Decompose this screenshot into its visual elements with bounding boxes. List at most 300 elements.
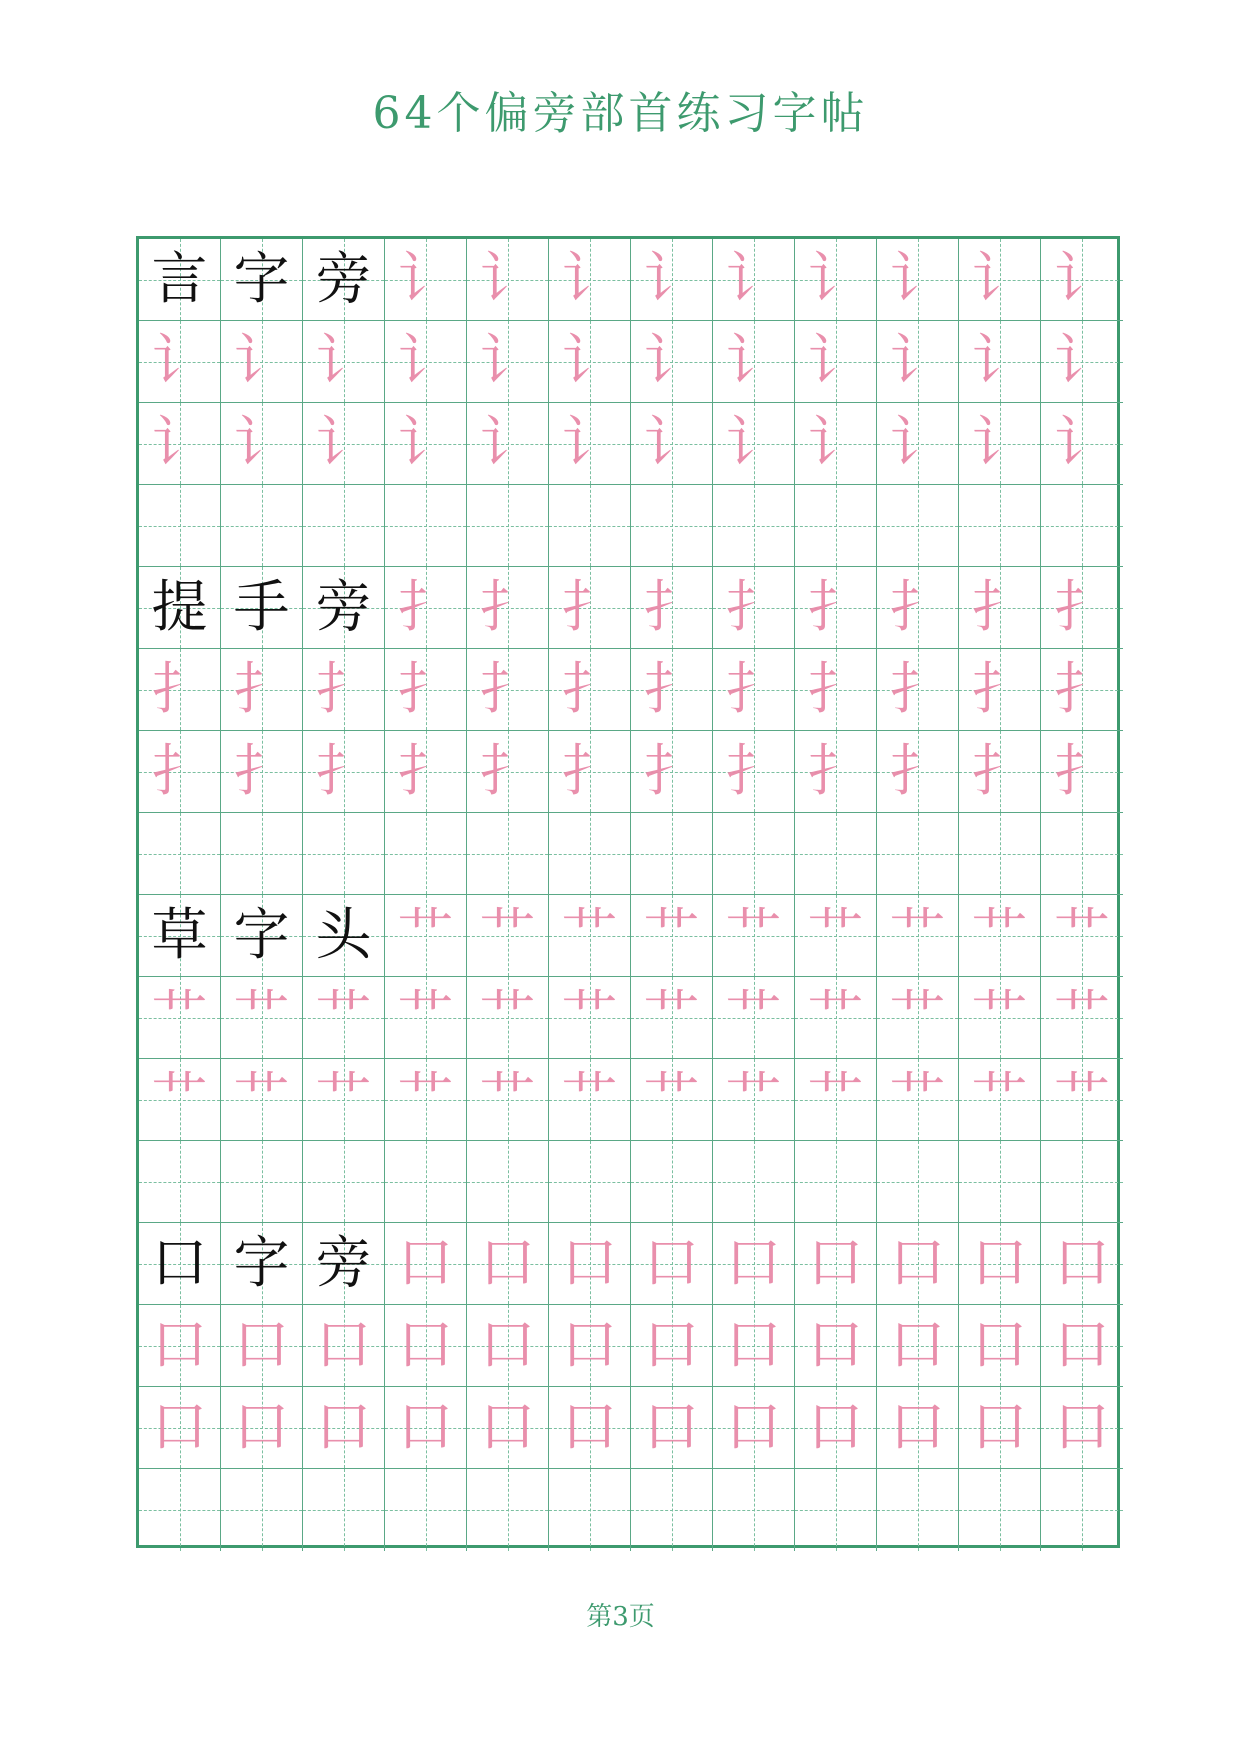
radical-block bbox=[139, 567, 1117, 895]
trace-radical: 讠 bbox=[971, 328, 1028, 394]
grid-cell bbox=[1041, 1387, 1123, 1469]
grid-cell bbox=[1041, 977, 1123, 1059]
trace-radical: 扌 bbox=[807, 574, 864, 640]
trace-radical: 艹 bbox=[151, 984, 208, 1050]
grid-cell bbox=[549, 485, 631, 567]
grid-cell bbox=[959, 1223, 1041, 1305]
heading-char: 字 bbox=[233, 246, 290, 312]
trace-radical: 扌 bbox=[151, 738, 208, 804]
trace-radical: 扌 bbox=[725, 574, 782, 640]
grid-cell bbox=[959, 567, 1041, 649]
grid-cell bbox=[303, 567, 385, 649]
trace-radical: 艹 bbox=[397, 984, 454, 1050]
trace-radical: 艹 bbox=[1054, 984, 1110, 1050]
trace-radical: 口 bbox=[151, 1394, 208, 1460]
trace-radical: 口 bbox=[397, 1394, 454, 1460]
grid-cell bbox=[877, 485, 959, 567]
grid-cell bbox=[713, 1469, 795, 1551]
grid-cell bbox=[221, 731, 303, 813]
grid-cell bbox=[713, 239, 795, 321]
trace-radical: 讠 bbox=[397, 328, 454, 394]
grid-cell bbox=[221, 403, 303, 485]
grid-cell bbox=[795, 895, 877, 977]
grid-cell bbox=[549, 321, 631, 403]
grid-cell bbox=[385, 485, 467, 567]
grid-cell bbox=[713, 485, 795, 567]
grid-cell bbox=[795, 403, 877, 485]
grid-cell bbox=[631, 731, 713, 813]
grid-cell bbox=[795, 239, 877, 321]
trace-radical: 讠 bbox=[971, 410, 1028, 476]
grid-cell bbox=[795, 1059, 877, 1141]
grid-cell bbox=[303, 813, 385, 895]
trace-radical: 艹 bbox=[971, 984, 1028, 1050]
grid-cell bbox=[959, 1305, 1041, 1387]
grid-cell bbox=[631, 321, 713, 403]
grid-cell bbox=[467, 731, 549, 813]
trace-radical: 讠 bbox=[643, 246, 700, 312]
trace-radical: 讠 bbox=[233, 410, 290, 476]
practice-row bbox=[139, 895, 1117, 977]
trace-radical: 讠 bbox=[725, 410, 782, 476]
practice-grid bbox=[136, 236, 1120, 1548]
grid-cell bbox=[1041, 895, 1123, 977]
trace-radical: 口 bbox=[233, 1312, 290, 1378]
trace-radical: 口 bbox=[643, 1230, 700, 1296]
grid-cell bbox=[139, 977, 221, 1059]
grid-cell bbox=[713, 1387, 795, 1469]
practice-row bbox=[139, 403, 1117, 485]
grid-cell bbox=[385, 239, 467, 321]
grid-cell bbox=[631, 239, 713, 321]
grid-cell bbox=[303, 649, 385, 731]
grid-cell bbox=[385, 1141, 467, 1223]
grid-cell bbox=[221, 1469, 303, 1551]
trace-radical: 讠 bbox=[889, 246, 946, 312]
practice-row bbox=[139, 1387, 1117, 1469]
grid-cell bbox=[1041, 239, 1123, 321]
trace-radical: 扌 bbox=[889, 656, 946, 722]
grid-cell bbox=[139, 1059, 221, 1141]
trace-radical: 扌 bbox=[561, 738, 618, 804]
trace-radical: 讠 bbox=[561, 246, 618, 312]
trace-radical: 扌 bbox=[233, 738, 290, 804]
grid-cell bbox=[877, 977, 959, 1059]
grid-cell bbox=[713, 895, 795, 977]
grid-cell bbox=[1041, 567, 1123, 649]
trace-radical: 口 bbox=[561, 1394, 618, 1460]
grid-cell bbox=[467, 1305, 549, 1387]
practice-row bbox=[139, 321, 1117, 403]
grid-cell bbox=[877, 813, 959, 895]
grid-cell bbox=[139, 239, 221, 321]
trace-radical: 扌 bbox=[479, 656, 536, 722]
trace-radical: 艹 bbox=[889, 1066, 946, 1132]
grid-cell bbox=[549, 1059, 631, 1141]
trace-radical: 艹 bbox=[807, 1066, 864, 1132]
trace-radical: 口 bbox=[725, 1312, 782, 1378]
grid-cell bbox=[959, 403, 1041, 485]
grid-cell bbox=[303, 1223, 385, 1305]
heading-char: 旁 bbox=[315, 246, 372, 312]
trace-radical: 扌 bbox=[233, 656, 290, 722]
grid-cell bbox=[959, 1469, 1041, 1551]
trace-radical: 扌 bbox=[643, 738, 700, 804]
trace-radical: 扌 bbox=[807, 656, 864, 722]
grid-cell bbox=[221, 485, 303, 567]
heading-char: 提 bbox=[151, 574, 208, 640]
heading-char: 字 bbox=[233, 902, 290, 968]
grid-cell bbox=[221, 1223, 303, 1305]
trace-radical: 艹 bbox=[807, 902, 864, 968]
trace-radical: 讠 bbox=[315, 410, 372, 476]
grid-cell bbox=[631, 1059, 713, 1141]
grid-cell bbox=[385, 977, 467, 1059]
grid-cell bbox=[549, 1387, 631, 1469]
trace-radical: 艹 bbox=[561, 1066, 618, 1132]
trace-radical: 艹 bbox=[725, 902, 782, 968]
grid-cell bbox=[303, 1059, 385, 1141]
trace-radical: 扌 bbox=[479, 574, 536, 640]
grid-cell bbox=[221, 1387, 303, 1469]
grid-cell bbox=[139, 813, 221, 895]
grid-cell bbox=[303, 403, 385, 485]
grid-cell bbox=[959, 895, 1041, 977]
heading-char: 字 bbox=[233, 1230, 290, 1296]
grid-cell bbox=[795, 321, 877, 403]
grid-cell bbox=[139, 1223, 221, 1305]
trace-radical: 扌 bbox=[1054, 738, 1110, 804]
trace-radical: 扌 bbox=[479, 738, 536, 804]
heading-char: 手 bbox=[233, 574, 290, 640]
trace-radical: 扌 bbox=[315, 738, 372, 804]
trace-radical: 口 bbox=[971, 1230, 1028, 1296]
grid-cell bbox=[877, 567, 959, 649]
blank-practice-row bbox=[139, 1469, 1117, 1551]
grid-cell bbox=[303, 1305, 385, 1387]
grid-cell bbox=[959, 977, 1041, 1059]
trace-radical: 艹 bbox=[315, 984, 372, 1050]
grid-cell bbox=[959, 1141, 1041, 1223]
trace-radical: 扌 bbox=[725, 656, 782, 722]
grid-cell bbox=[631, 485, 713, 567]
grid-cell bbox=[467, 403, 549, 485]
trace-radical: 扌 bbox=[643, 656, 700, 722]
trace-radical: 讠 bbox=[643, 410, 700, 476]
grid-cell bbox=[549, 1141, 631, 1223]
grid-cell bbox=[877, 1469, 959, 1551]
trace-radical: 讠 bbox=[479, 410, 536, 476]
grid-cell bbox=[631, 567, 713, 649]
grid-cell bbox=[1041, 1305, 1123, 1387]
trace-radical: 艹 bbox=[889, 902, 946, 968]
trace-radical: 艹 bbox=[479, 1066, 536, 1132]
grid-cell bbox=[713, 1141, 795, 1223]
grid-cell bbox=[959, 1387, 1041, 1469]
grid-cell bbox=[1041, 1059, 1123, 1141]
grid-cell bbox=[139, 485, 221, 567]
trace-radical: 口 bbox=[479, 1394, 536, 1460]
trace-radical: 讠 bbox=[561, 410, 618, 476]
trace-radical: 艹 bbox=[643, 1066, 700, 1132]
practice-row bbox=[139, 567, 1117, 649]
grid-cell bbox=[713, 1059, 795, 1141]
grid-cell bbox=[139, 731, 221, 813]
practice-row bbox=[139, 1223, 1117, 1305]
practice-row bbox=[139, 239, 1117, 321]
grid-cell bbox=[795, 649, 877, 731]
trace-radical: 讠 bbox=[151, 328, 208, 394]
trace-radical: 扌 bbox=[151, 656, 208, 722]
trace-radical: 口 bbox=[479, 1312, 536, 1378]
trace-radical: 艹 bbox=[233, 1066, 290, 1132]
trace-radical: 讠 bbox=[1054, 246, 1110, 312]
grid-cell bbox=[549, 813, 631, 895]
trace-radical: 讠 bbox=[397, 410, 454, 476]
grid-cell bbox=[467, 813, 549, 895]
grid-cell bbox=[549, 567, 631, 649]
trace-radical: 口 bbox=[151, 1312, 208, 1378]
grid-cell bbox=[467, 485, 549, 567]
grid-cell bbox=[631, 813, 713, 895]
grid-cell bbox=[467, 895, 549, 977]
grid-cell bbox=[795, 977, 877, 1059]
grid-cell bbox=[877, 239, 959, 321]
grid-cell bbox=[385, 895, 467, 977]
grid-cell bbox=[959, 321, 1041, 403]
grid-cell bbox=[221, 1305, 303, 1387]
grid-cell bbox=[713, 977, 795, 1059]
grid-cell bbox=[795, 567, 877, 649]
trace-radical: 口 bbox=[561, 1312, 618, 1378]
grid-cell bbox=[385, 813, 467, 895]
trace-radical: 扌 bbox=[971, 738, 1028, 804]
grid-cell bbox=[467, 567, 549, 649]
grid-cell bbox=[385, 321, 467, 403]
grid-cell bbox=[631, 1223, 713, 1305]
grid-cell bbox=[303, 1141, 385, 1223]
grid-cell bbox=[139, 321, 221, 403]
trace-radical: 讠 bbox=[807, 246, 864, 312]
trace-radical: 讠 bbox=[397, 246, 454, 312]
trace-radical: 口 bbox=[643, 1394, 700, 1460]
trace-radical: 艹 bbox=[233, 984, 290, 1050]
trace-radical: 讠 bbox=[807, 328, 864, 394]
grid-cell bbox=[385, 1387, 467, 1469]
trace-radical: 艹 bbox=[971, 1066, 1028, 1132]
grid-cell bbox=[467, 1387, 549, 1469]
blank-practice-row bbox=[139, 813, 1117, 895]
grid-cell bbox=[713, 731, 795, 813]
trace-radical: 扌 bbox=[971, 656, 1028, 722]
grid-cell bbox=[303, 1387, 385, 1469]
trace-radical: 扌 bbox=[971, 574, 1028, 640]
trace-radical: 艹 bbox=[643, 902, 700, 968]
grid-cell bbox=[549, 895, 631, 977]
grid-cell bbox=[631, 1305, 713, 1387]
trace-radical: 扌 bbox=[807, 738, 864, 804]
trace-radical: 讠 bbox=[1054, 328, 1110, 394]
trace-radical: 扌 bbox=[725, 738, 782, 804]
grid-cell bbox=[303, 321, 385, 403]
radical-block bbox=[139, 1223, 1117, 1551]
trace-radical: 扌 bbox=[889, 574, 946, 640]
trace-radical: 扌 bbox=[397, 574, 454, 640]
grid-cell bbox=[795, 1141, 877, 1223]
grid-cell bbox=[877, 1305, 959, 1387]
heading-char: 旁 bbox=[315, 574, 372, 640]
grid-cell bbox=[959, 649, 1041, 731]
grid-cell bbox=[631, 1469, 713, 1551]
grid-cell bbox=[221, 321, 303, 403]
grid-cell bbox=[877, 895, 959, 977]
grid-cell bbox=[1041, 813, 1123, 895]
grid-cell bbox=[385, 1223, 467, 1305]
grid-cell bbox=[713, 813, 795, 895]
trace-radical: 口 bbox=[889, 1312, 946, 1378]
grid-cell bbox=[1041, 1141, 1123, 1223]
practice-row bbox=[139, 1305, 1117, 1387]
grid-cell bbox=[467, 977, 549, 1059]
grid-cell bbox=[795, 1305, 877, 1387]
practice-row bbox=[139, 977, 1117, 1059]
trace-radical: 讠 bbox=[725, 328, 782, 394]
trace-radical: 扌 bbox=[1054, 656, 1110, 722]
trace-radical: 口 bbox=[889, 1230, 946, 1296]
trace-radical: 口 bbox=[807, 1230, 864, 1296]
grid-cell bbox=[549, 403, 631, 485]
grid-cell bbox=[303, 977, 385, 1059]
trace-radical: 口 bbox=[561, 1230, 618, 1296]
practice-row bbox=[139, 1059, 1117, 1141]
grid-cell bbox=[385, 403, 467, 485]
grid-cell bbox=[467, 649, 549, 731]
grid-cell bbox=[713, 649, 795, 731]
grid-cell bbox=[631, 403, 713, 485]
grid-cell bbox=[1041, 1223, 1123, 1305]
grid-cell bbox=[139, 403, 221, 485]
grid-cell bbox=[385, 731, 467, 813]
grid-cell bbox=[139, 567, 221, 649]
grid-cell bbox=[467, 1469, 549, 1551]
grid-cell bbox=[877, 1387, 959, 1469]
grid-cell bbox=[795, 1223, 877, 1305]
trace-radical: 扌 bbox=[643, 574, 700, 640]
page-title: 64个偏旁部首练习字帖 bbox=[372, 88, 869, 139]
trace-radical: 艹 bbox=[725, 1066, 782, 1132]
blank-practice-row bbox=[139, 1141, 1117, 1223]
trace-radical: 讠 bbox=[889, 328, 946, 394]
grid-cell bbox=[1041, 649, 1123, 731]
trace-radical: 讠 bbox=[807, 410, 864, 476]
radical-block bbox=[139, 895, 1117, 1223]
trace-radical: 讠 bbox=[643, 328, 700, 394]
grid-cell bbox=[877, 1223, 959, 1305]
trace-radical: 口 bbox=[1054, 1312, 1110, 1378]
trace-radical: 艹 bbox=[1054, 1066, 1110, 1132]
trace-radical: 讠 bbox=[315, 328, 372, 394]
grid-cell bbox=[549, 1223, 631, 1305]
grid-cell bbox=[221, 649, 303, 731]
grid-cell bbox=[385, 1469, 467, 1551]
grid-cell bbox=[467, 239, 549, 321]
grid-cell bbox=[221, 1141, 303, 1223]
trace-radical: 艹 bbox=[643, 984, 700, 1050]
grid-cell bbox=[959, 1059, 1041, 1141]
grid-cell bbox=[795, 1387, 877, 1469]
radical-block bbox=[139, 239, 1117, 567]
grid-cell bbox=[1041, 1469, 1123, 1551]
trace-radical: 艹 bbox=[397, 902, 454, 968]
grid-cell bbox=[959, 813, 1041, 895]
grid-cell bbox=[631, 977, 713, 1059]
trace-radical: 口 bbox=[807, 1394, 864, 1460]
trace-radical: 艹 bbox=[889, 984, 946, 1050]
trace-radical: 艹 bbox=[479, 902, 536, 968]
heading-char: 旁 bbox=[315, 1230, 372, 1296]
trace-radical: 讠 bbox=[233, 328, 290, 394]
grid-cell bbox=[385, 567, 467, 649]
grid-cell bbox=[959, 731, 1041, 813]
grid-cell bbox=[139, 1305, 221, 1387]
trace-radical: 讠 bbox=[561, 328, 618, 394]
trace-radical: 艹 bbox=[397, 1066, 454, 1132]
grid-cell bbox=[467, 1223, 549, 1305]
grid-cell bbox=[303, 1469, 385, 1551]
grid-cell bbox=[549, 649, 631, 731]
trace-radical: 扌 bbox=[889, 738, 946, 804]
grid-cell bbox=[877, 1141, 959, 1223]
grid-cell bbox=[221, 1059, 303, 1141]
trace-radical: 口 bbox=[397, 1312, 454, 1378]
trace-radical: 口 bbox=[315, 1394, 372, 1460]
trace-radical: 讠 bbox=[1054, 410, 1110, 476]
grid-cell bbox=[221, 895, 303, 977]
grid-cell bbox=[221, 239, 303, 321]
grid-cell bbox=[385, 1305, 467, 1387]
trace-radical: 扌 bbox=[1054, 574, 1110, 640]
trace-radical: 艹 bbox=[1054, 902, 1110, 968]
trace-radical: 口 bbox=[233, 1394, 290, 1460]
grid-cell bbox=[795, 731, 877, 813]
trace-radical: 口 bbox=[315, 1312, 372, 1378]
grid-cell bbox=[303, 731, 385, 813]
page-number: 第3页 bbox=[586, 1602, 655, 1632]
trace-radical: 口 bbox=[1054, 1394, 1110, 1460]
grid-cell bbox=[631, 1387, 713, 1469]
trace-radical: 口 bbox=[725, 1394, 782, 1460]
grid-cell bbox=[139, 1387, 221, 1469]
grid-cell bbox=[139, 895, 221, 977]
grid-cell bbox=[303, 239, 385, 321]
trace-radical: 口 bbox=[971, 1394, 1028, 1460]
practice-row bbox=[139, 731, 1117, 813]
grid-cell bbox=[795, 1469, 877, 1551]
practice-row bbox=[139, 649, 1117, 731]
grid-cell bbox=[713, 567, 795, 649]
grid-cell bbox=[713, 1223, 795, 1305]
grid-cell bbox=[877, 649, 959, 731]
grid-cell bbox=[713, 403, 795, 485]
trace-radical: 口 bbox=[397, 1230, 454, 1296]
trace-radical: 艹 bbox=[315, 1066, 372, 1132]
grid-cell bbox=[631, 649, 713, 731]
trace-radical: 口 bbox=[643, 1312, 700, 1378]
trace-radical: 扌 bbox=[315, 656, 372, 722]
grid-cell bbox=[385, 1059, 467, 1141]
grid-cell bbox=[959, 485, 1041, 567]
grid-cell bbox=[385, 649, 467, 731]
